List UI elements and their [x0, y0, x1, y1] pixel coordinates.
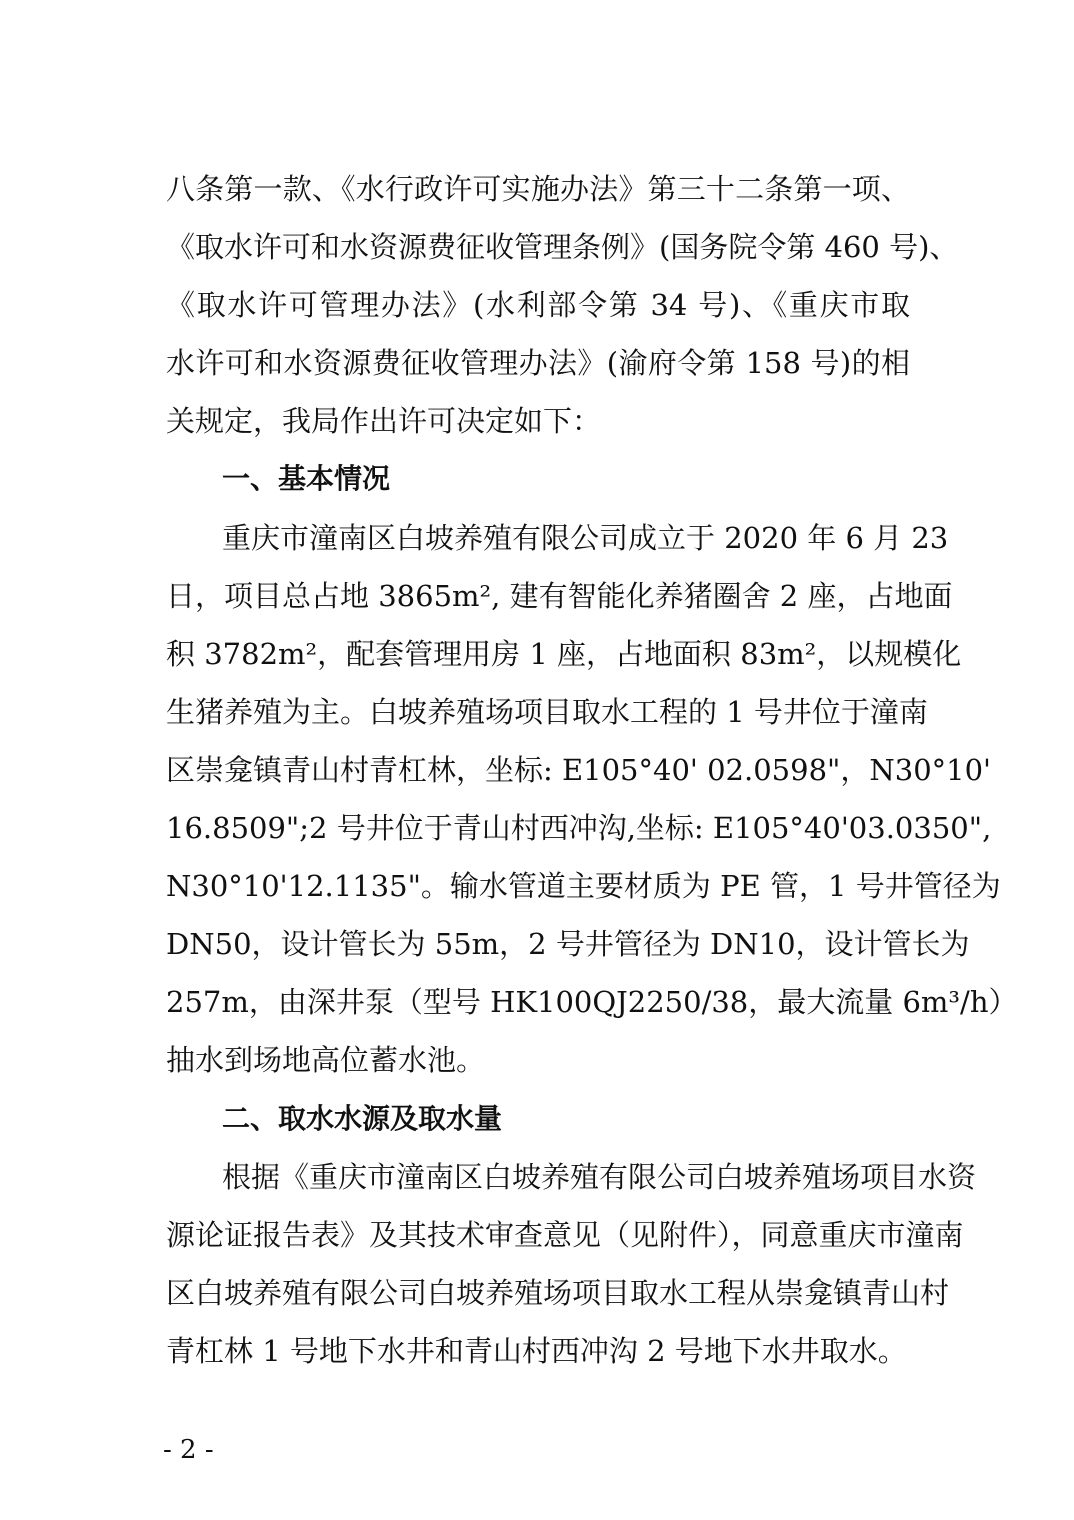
section1-line: DN50，设计管长为 55m，2 号井管径为 DN10，设计管长为 — [166, 927, 970, 962]
section1-line: 257m，由深井泵（型号 HK100QJ2250/38，最大流量 6m³/h） — [166, 985, 1018, 1020]
section1-line: 生猪养殖为主。白坡养殖场项目取水工程的 1 号井位于潼南 — [166, 694, 928, 729]
section1-line: 重庆市潼南区白坡养殖有限公司成立于 2020 年 6 月 23 — [222, 520, 949, 555]
document-body — [166, 160, 1018, 1380]
page-number: - 2 - — [163, 1435, 214, 1465]
section1-line: 区崇龛镇青山村青杠林，坐标: E105°40' 02.0598"，N30°10' — [166, 752, 992, 787]
section1-line: 16.8509";2 号井位于青山村西冲沟,坐标: E105°40'03.0350", — [166, 811, 992, 846]
section2-line: 区白坡养殖有限公司白坡养殖场项目取水工程从崇龛镇青山村 — [166, 1275, 950, 1310]
section1-line: 日，项目总占地 3865m², 建有智能化养猪圈舍 2 座，占地面 — [166, 578, 953, 613]
section2-line: 根据《重庆市潼南区白坡养殖有限公司白坡养殖场项目水资 — [222, 1159, 977, 1194]
intro-line: 关规定，我局作出许可决定如下： — [166, 404, 602, 439]
section2-line: 青杠林 1 号地下水井和青山村西冲沟 2 号地下水井取水。 — [166, 1333, 907, 1368]
section-heading-water-source: 二、取水水源及取水量 — [222, 1101, 503, 1135]
intro-line: 《取水许可和水资源费征收管理条例》(国务院令第 460 号)、 — [166, 230, 959, 265]
intro-line: 《取水许可管理办法》(水利部令第 34 号)、《重庆市取 — [166, 288, 910, 323]
section1-line: 积 3782m²，配套管理用房 1 座，占地面积 83m²，以规模化 — [166, 636, 962, 671]
intro-line: 水许可和水资源费征收管理办法》(渝府令第 158 号)的相 — [166, 346, 910, 381]
section2-line: 源论证报告表》及其技术审查意见（见附件），同意重庆市潼南 — [166, 1217, 964, 1252]
intro-line: 八条第一款、《水行政许可实施办法》第三十二条第一项、 — [166, 172, 910, 206]
section1-line: N30°10'12.1135"。输水管道主要材质为 PE 管，1 号井管径为 — [166, 869, 1001, 904]
section-heading-basic-info: 一、基本情况 — [222, 462, 391, 496]
section1-line: 抽水到场地高位蓄水池。 — [166, 1043, 486, 1078]
